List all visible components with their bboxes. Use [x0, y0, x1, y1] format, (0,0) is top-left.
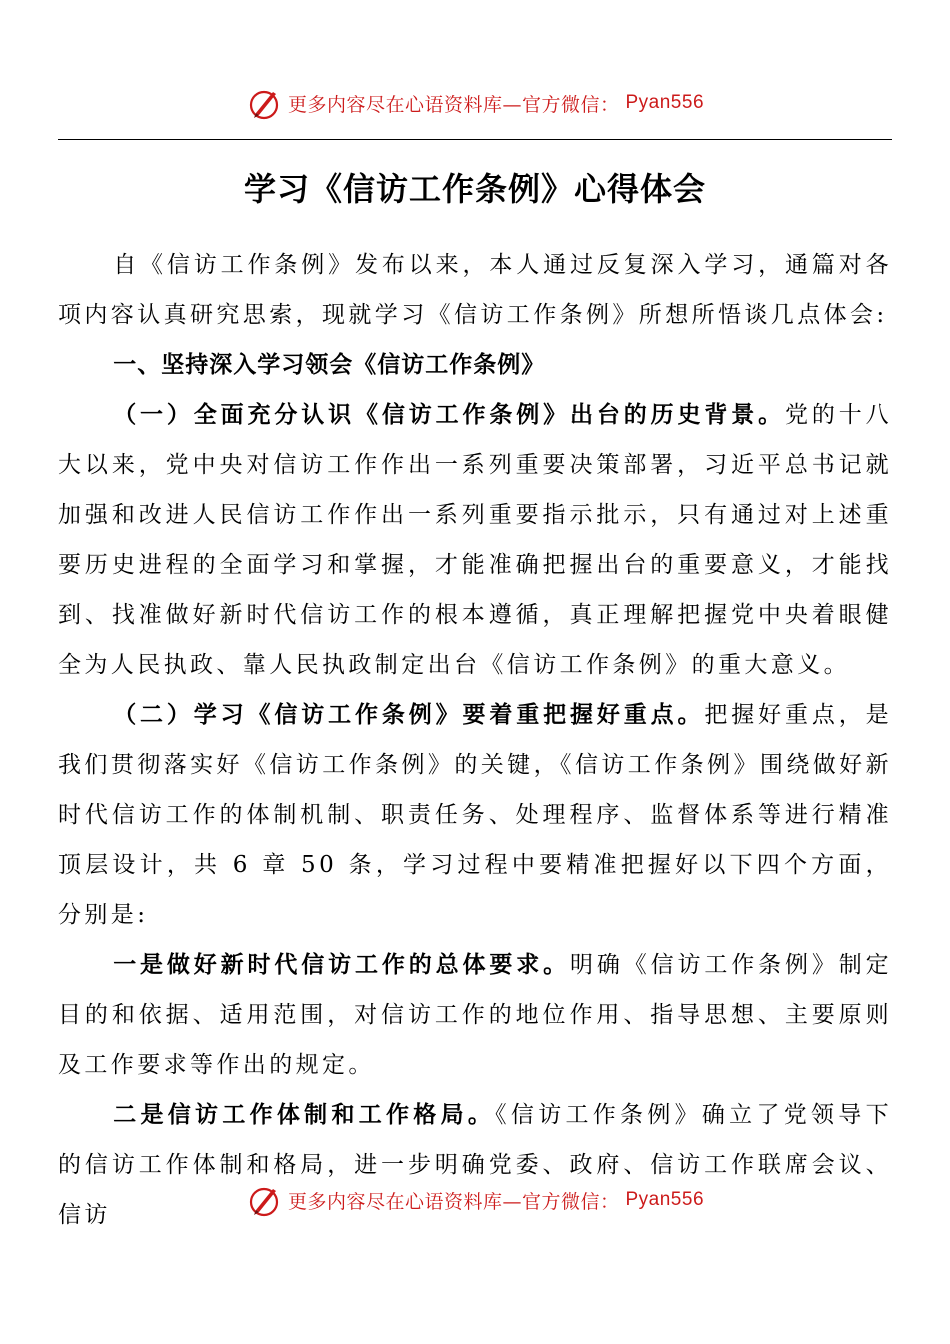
paragraph-body: 党的十八大以来，党中央对信访工作作出一系列重要决策部署，习近平总书记就加强和改进人民信访工作作出一系列重要指示批示，只有通过对上述重要历史进程的全面学习和掌握，才能准确把握出台的重要意义，才能找到、找准做好新时代信访工作的根本遵循，真正理解把握党中央着眼健全为人民执政、靠人民执政制定出台《信访工作条例》的重大意义。	[58, 402, 892, 678]
section-heading-1: 一、坚持深入学习领会《信访工作条例》	[113, 352, 546, 378]
paragraph-lead: （二）学习《信访工作条例》要着重把握好重点。	[113, 702, 705, 728]
page-title: 学习《信访工作条例》心得体会	[243, 170, 706, 208]
document-body	[58, 240, 892, 1240]
banner-wechat-id: Pyan556	[625, 1189, 705, 1210]
paragraph-body: 把握好重点，是我们贯彻落实好《信访工作条例》的关键，《信访工作条例》围绕做好新时代信访工作的体制机制、职责任务、处理程序、监督体系等进行精准顶层设计，共 6 章 50 条，学习过程中要精准把握好以下四个方面，分别是:	[58, 702, 892, 928]
banner-wechat-id: Pyan556	[625, 92, 705, 113]
brush-pen-logo-icon	[246, 1182, 282, 1218]
paragraph-point-one	[58, 940, 892, 1090]
paragraph-lead: 一是做好新时代信访工作的总体要求。	[113, 952, 570, 978]
banner-text: 更多内容尽在心语资料库—官方微信：	[287, 1190, 620, 1213]
header-banner	[0, 83, 950, 123]
footer-banner	[0, 1180, 950, 1220]
paragraph-key-points	[58, 690, 892, 940]
paragraph-body: 《信访工作条例》确立了党领导下的信访工作体制和格局，进一步明确党委、政府、信访工作联席会议、信访	[58, 1102, 892, 1228]
banner-content	[246, 1182, 704, 1218]
banner-content	[246, 85, 704, 121]
paragraph-lead: 二是信访工作体制和工作格局。	[113, 1102, 496, 1128]
paragraph-intro: 自《信访工作条例》发布以来，本人通过反复深入学习，通篇对各项内容认真研究思索，现就学习《信访工作条例》所想所悟谈几点体会:	[58, 252, 892, 328]
paragraph-lead: （一）全面充分认识《信访工作条例》出台的历史背景。	[113, 402, 785, 428]
paragraph-background	[58, 390, 892, 690]
paragraph-body: 明确《信访工作条例》制定目的和依据、适用范围，对信访工作的地位作用、指导思想、主要原则及工作要求等作出的规定。	[58, 952, 892, 1078]
banner-text: 更多内容尽在心语资料库—官方微信：	[287, 93, 620, 116]
brush-pen-logo-icon	[246, 85, 282, 121]
header-divider	[58, 139, 892, 140]
